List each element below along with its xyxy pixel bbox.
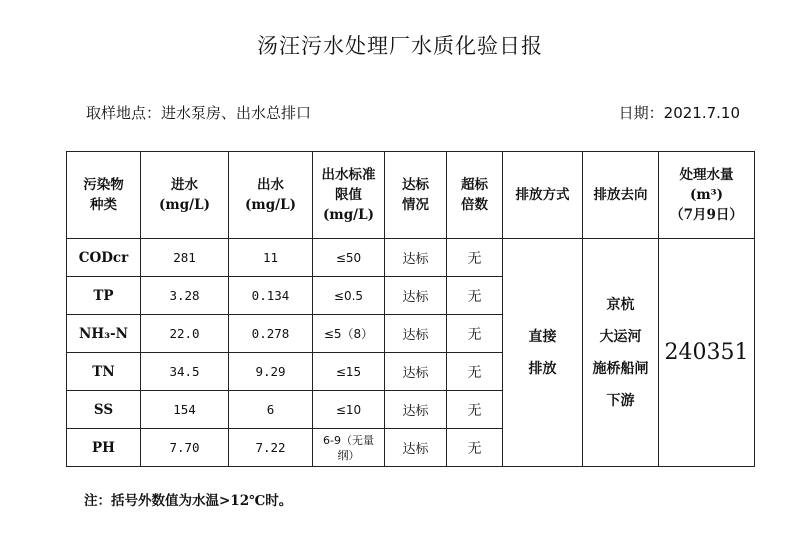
table-header-row bbox=[67, 152, 755, 239]
header-destination: 排放去向 bbox=[583, 152, 659, 239]
influent-cell: 281 bbox=[141, 239, 229, 277]
footnote: 注：括号外数值为水温>12℃时。 bbox=[84, 493, 293, 509]
pollutant-cell: TP bbox=[67, 277, 141, 315]
influent-cell: 3.28 bbox=[141, 277, 229, 315]
header-influent: 进水 (mg/L) bbox=[141, 152, 229, 239]
influent-cell: 34.5 bbox=[141, 353, 229, 391]
header-limit: 出水标准 限值 (mg/L) bbox=[313, 152, 385, 239]
status-cell: 达标 bbox=[385, 429, 447, 467]
excess-cell: 无 bbox=[447, 277, 503, 315]
limit-cell: ≤5（8） bbox=[313, 315, 385, 353]
header-status: 达标 情况 bbox=[385, 152, 447, 239]
effluent-cell: 7.22 bbox=[229, 429, 313, 467]
status-cell: 达标 bbox=[385, 353, 447, 391]
influent-cell: 7.70 bbox=[141, 429, 229, 467]
influent-cell: 154 bbox=[141, 391, 229, 429]
header-volume: 处理水量 (m³) （7月9日） bbox=[659, 152, 755, 239]
limit-cell: ≤10 bbox=[313, 391, 385, 429]
water-quality-table bbox=[66, 151, 755, 467]
excess-cell: 无 bbox=[447, 315, 503, 353]
effluent-cell: 6 bbox=[229, 391, 313, 429]
discharge-method-cell: 直接 排放 bbox=[503, 239, 583, 467]
pollutant-cell: PH bbox=[67, 429, 141, 467]
header-excess: 超标 倍数 bbox=[447, 152, 503, 239]
effluent-cell: 11 bbox=[229, 239, 313, 277]
excess-cell: 无 bbox=[447, 239, 503, 277]
effluent-cell: 9.29 bbox=[229, 353, 313, 391]
excess-cell: 无 bbox=[447, 429, 503, 467]
limit-cell: ≤50 bbox=[313, 239, 385, 277]
pollutant-cell: CODcr bbox=[67, 239, 141, 277]
header-effluent: 出水 (mg/L) bbox=[229, 152, 313, 239]
report-date: 日期：2021.7.10 bbox=[618, 104, 740, 122]
limit-cell: ≤0.5 bbox=[313, 277, 385, 315]
report-title: 汤汪污水处理厂水质化验日报 bbox=[257, 34, 543, 58]
sampling-location: 取样地点：进水泵房、出水总排口 bbox=[86, 104, 312, 122]
excess-cell: 无 bbox=[447, 353, 503, 391]
treated-volume-cell: 240351 bbox=[659, 239, 755, 467]
status-cell: 达标 bbox=[385, 239, 447, 277]
influent-cell: 22.0 bbox=[141, 315, 229, 353]
limit-cell: 6-9（无量 纲） bbox=[313, 429, 385, 467]
status-cell: 达标 bbox=[385, 391, 447, 429]
status-cell: 达标 bbox=[385, 315, 447, 353]
pollutant-cell: NH₃-N bbox=[67, 315, 141, 353]
header-pollutant: 污染物 种类 bbox=[67, 152, 141, 239]
effluent-cell: 0.134 bbox=[229, 277, 313, 315]
limit-cell: ≤15 bbox=[313, 353, 385, 391]
status-cell: 达标 bbox=[385, 277, 447, 315]
discharge-destination-cell: 京杭 大运河 施桥船闸 下游 bbox=[583, 239, 659, 467]
effluent-cell: 0.278 bbox=[229, 315, 313, 353]
excess-cell: 无 bbox=[447, 391, 503, 429]
pollutant-cell: SS bbox=[67, 391, 141, 429]
pollutant-cell: TN bbox=[67, 353, 141, 391]
header-method: 排放方式 bbox=[503, 152, 583, 239]
table-row bbox=[67, 239, 755, 277]
